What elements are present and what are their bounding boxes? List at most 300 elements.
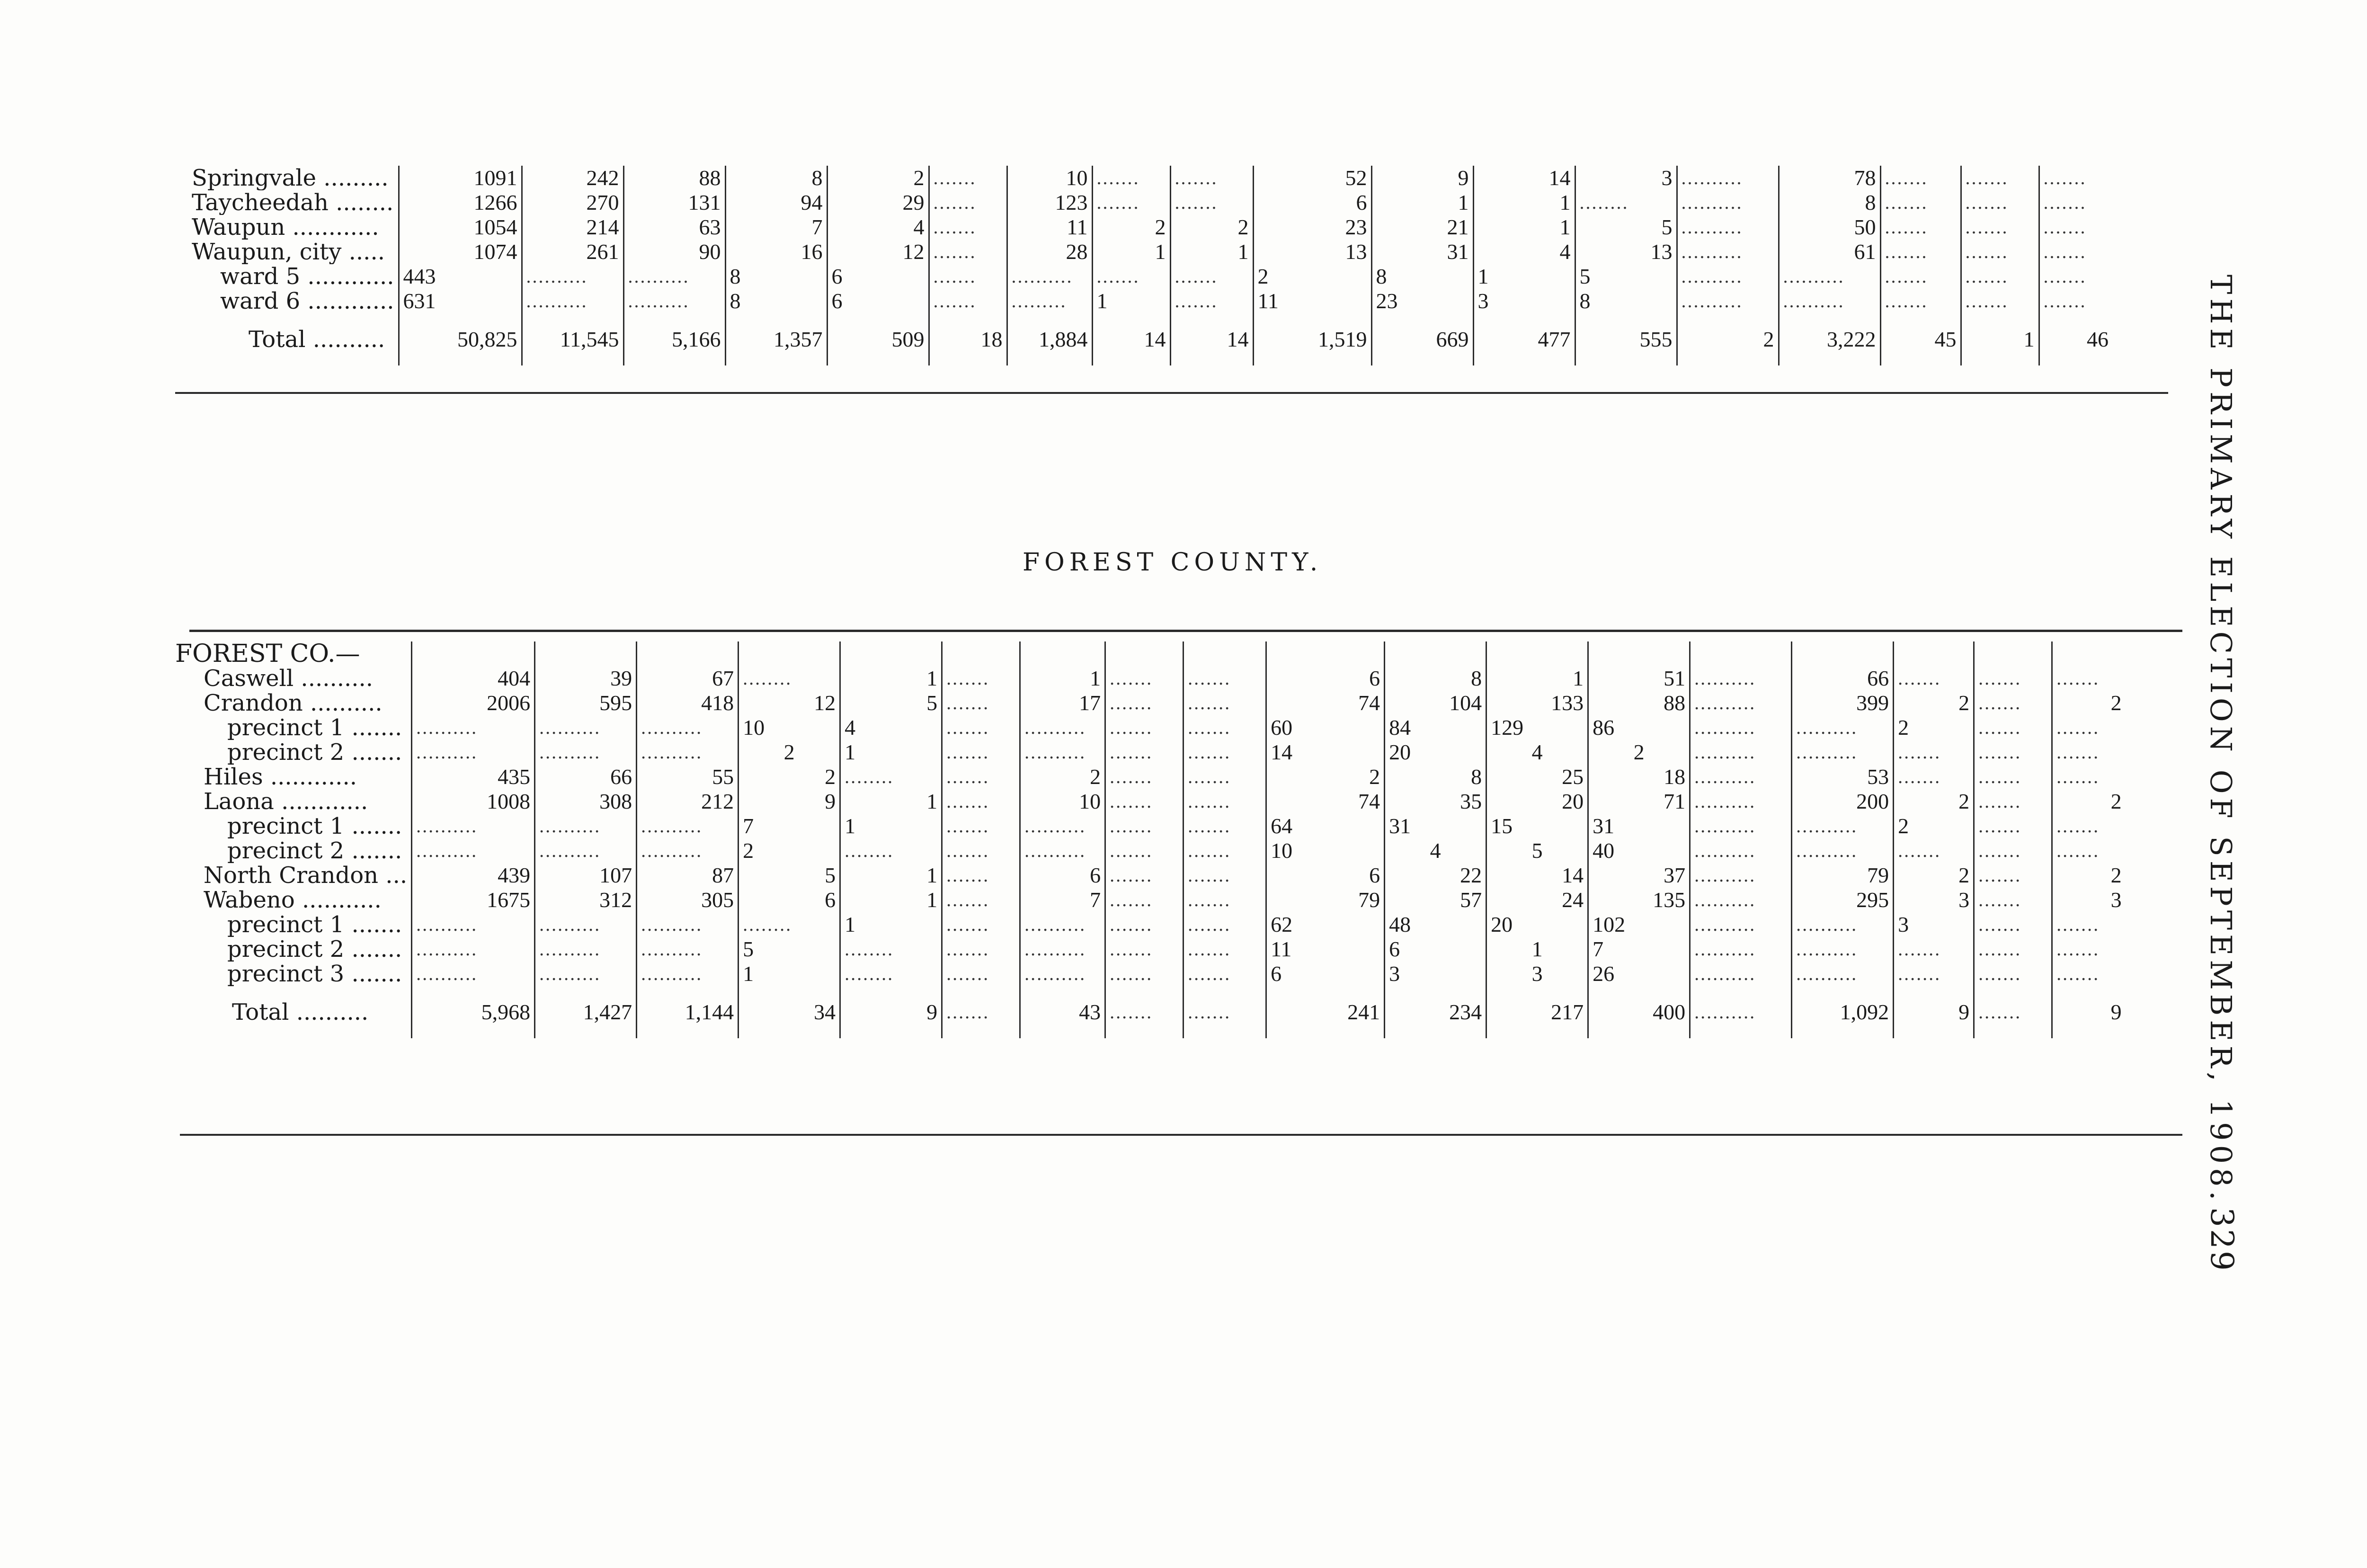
- leader-dots: .......: [929, 190, 1007, 215]
- leader-dots: ..........: [1690, 986, 1792, 1038]
- leader-dots: ..........: [1007, 264, 1092, 289]
- vote-count-cell: 595: [535, 691, 637, 715]
- vote-count-cell: 1008: [412, 789, 535, 814]
- leader-dots: ..........: [637, 962, 739, 986]
- vote-count-cell: 45: [1880, 313, 1961, 365]
- vote-count-cell: 34: [739, 986, 840, 1038]
- leader-dots: ..........: [623, 289, 725, 313]
- table-row: [192, 264, 2112, 289]
- vote-count-cell: 11: [1253, 289, 1371, 313]
- vote-count-cell: 1266: [399, 190, 522, 215]
- leader-dots: ..........: [522, 264, 623, 289]
- leader-dots: ..........: [1792, 715, 1894, 740]
- vote-count-cell: 16: [725, 240, 827, 264]
- vote-count-cell: 46: [2039, 313, 2112, 365]
- vote-count-cell: 1: [1371, 190, 1473, 215]
- vote-count-cell: 1074: [399, 240, 522, 264]
- row-label: Waupun, city .....: [192, 240, 385, 264]
- vote-count-cell: 94: [725, 190, 827, 215]
- vote-count-cell: 8: [725, 289, 827, 313]
- page-number: 329: [2204, 1207, 2240, 1273]
- vote-count-cell: 31: [1588, 814, 1690, 838]
- vote-count-cell: [1105, 641, 1184, 666]
- leader-dots: ..........: [1690, 888, 1792, 912]
- leader-dots: .......: [2039, 289, 2112, 313]
- row-label: precinct 1 .......: [227, 715, 402, 740]
- leader-dots: .......: [1894, 740, 1974, 765]
- row-label: Taycheedah ........: [192, 190, 394, 215]
- vote-count-cell: 79: [1792, 863, 1894, 888]
- leader-dots: ..........: [1792, 962, 1894, 986]
- vote-count-cell: 1,357: [725, 313, 827, 365]
- leader-dots: ..........: [412, 838, 535, 863]
- vote-count-cell: 214: [522, 215, 623, 240]
- vote-count-cell: 418: [637, 691, 739, 715]
- vote-count-cell: 477: [1473, 313, 1575, 365]
- leader-dots: .......: [1170, 264, 1253, 289]
- leader-dots: .......: [1184, 863, 1266, 888]
- vote-count-cell: 1: [1961, 313, 2039, 365]
- leader-dots: .......: [942, 789, 1020, 814]
- table-row: [175, 863, 2126, 888]
- vote-count-cell: 9: [1371, 166, 1473, 190]
- bottom-table-bottom-rule: [180, 1134, 2182, 1136]
- leader-dots: ..........: [1677, 166, 1779, 190]
- leader-dots: .......: [1184, 912, 1266, 937]
- vote-count-cell: 270: [522, 190, 623, 215]
- vote-count-cell: 1054: [399, 215, 522, 240]
- vote-count-cell: 64: [1266, 814, 1385, 838]
- leader-dots: ..........: [1690, 715, 1792, 740]
- vote-count-cell: 20: [1385, 740, 1486, 765]
- vote-count-cell: 1: [840, 863, 942, 888]
- leader-dots: ........: [840, 937, 942, 962]
- vote-count-cell: 21: [1371, 215, 1473, 240]
- vote-count-cell: 78: [1779, 166, 1880, 190]
- vote-count-cell: 84: [1385, 715, 1486, 740]
- vote-count-cell: 123: [1007, 190, 1092, 215]
- leader-dots: .........: [1007, 289, 1092, 313]
- leader-dots: .......: [1184, 765, 1266, 789]
- leader-dots: ..........: [1677, 215, 1779, 240]
- vote-count-cell: 7: [1020, 888, 1105, 912]
- leader-dots: ........: [840, 765, 942, 789]
- leader-dots: ..........: [1779, 264, 1880, 289]
- leader-dots: .......: [1894, 765, 1974, 789]
- vote-count-cell: 3: [1894, 888, 1974, 912]
- vote-count-cell: 2: [2052, 863, 2126, 888]
- leader-dots: .......: [1105, 715, 1184, 740]
- row-label: precinct 1 .......: [227, 912, 402, 937]
- leader-dots: .......: [1894, 962, 1974, 986]
- leader-dots: .......: [942, 937, 1020, 962]
- vote-count-cell: 9: [840, 986, 942, 1038]
- vote-count-cell: 20: [1486, 912, 1588, 937]
- leader-dots: .......: [942, 691, 1020, 715]
- vote-count-cell: 509: [827, 313, 929, 365]
- table-row: [175, 641, 2126, 666]
- leader-dots: ..........: [1792, 814, 1894, 838]
- leader-dots: .......: [1184, 986, 1266, 1038]
- leader-dots: .......: [1092, 190, 1170, 215]
- vote-count-cell: 2: [2052, 691, 2126, 715]
- vote-count-cell: 3: [1473, 289, 1575, 313]
- leader-dots: .......: [1880, 264, 1961, 289]
- vote-count-cell: 200: [1792, 789, 1894, 814]
- vote-count-cell: 11,545: [522, 313, 623, 365]
- vote-count-cell: 4: [1486, 740, 1588, 765]
- leader-dots: ..........: [1792, 838, 1894, 863]
- table-row: [175, 691, 2126, 715]
- vote-count-cell: 13: [1575, 240, 1677, 264]
- row-label: Caswell ..........: [204, 666, 374, 691]
- vote-count-cell: 37: [1588, 863, 1690, 888]
- leader-dots: .......: [1974, 838, 2052, 863]
- leader-dots: .......: [1880, 190, 1961, 215]
- vote-count-cell: 10: [1007, 166, 1092, 190]
- leader-dots: .......: [1184, 691, 1266, 715]
- table-row: [175, 814, 2126, 838]
- vote-count-cell: 10: [739, 715, 840, 740]
- vote-count-cell: [412, 641, 535, 666]
- vote-count-cell: 7: [739, 814, 840, 838]
- leader-dots: .......: [1961, 190, 2039, 215]
- vote-count-cell: 1: [1092, 289, 1170, 313]
- row-label: precinct 3 .......: [227, 962, 402, 986]
- leader-dots: .......: [2052, 814, 2126, 838]
- leader-dots: ..........: [1690, 838, 1792, 863]
- leader-dots: .......: [1974, 962, 2052, 986]
- vote-count-cell: 66: [535, 765, 637, 789]
- vote-count-cell: [840, 641, 942, 666]
- vote-count-cell: 6: [1020, 863, 1105, 888]
- vote-count-cell: 2: [1894, 863, 1974, 888]
- leader-dots: ..........: [412, 962, 535, 986]
- row-label: Hiles ............: [204, 765, 357, 789]
- leader-dots: .......: [1105, 666, 1184, 691]
- leader-dots: .......: [1184, 715, 1266, 740]
- table-row: [175, 765, 2126, 789]
- leader-dots: .......: [1974, 715, 2052, 740]
- leader-dots: .......: [1184, 838, 1266, 863]
- vote-count-cell: 2: [1894, 789, 1974, 814]
- row-label: Laona ............: [204, 789, 368, 814]
- vote-count-cell: 8: [1575, 289, 1677, 313]
- leader-dots: ..........: [1020, 937, 1105, 962]
- leader-dots: ..........: [1690, 863, 1792, 888]
- vote-count-cell: 24: [1486, 888, 1588, 912]
- vote-count-cell: 6: [1385, 937, 1486, 962]
- leader-dots: .......: [942, 888, 1020, 912]
- vote-count-cell: 2: [827, 166, 929, 190]
- leader-dots: .......: [1961, 289, 2039, 313]
- leader-dots: .......: [1880, 215, 1961, 240]
- leader-dots: ..........: [1020, 715, 1105, 740]
- vote-count-cell: 9: [1894, 986, 1974, 1038]
- leader-dots: .......: [1880, 166, 1961, 190]
- vote-count-cell: 61: [1779, 240, 1880, 264]
- leader-dots: .......: [1105, 740, 1184, 765]
- vote-count-cell: 2: [1266, 765, 1385, 789]
- table-row: [192, 166, 2112, 190]
- vote-count-cell: 18: [1588, 765, 1690, 789]
- leader-dots: .......: [1105, 789, 1184, 814]
- vote-count-cell: 5: [739, 937, 840, 962]
- vote-count-cell: 6: [1266, 666, 1385, 691]
- vote-count-cell: 35: [1385, 789, 1486, 814]
- leader-dots: .......: [1974, 863, 2052, 888]
- leader-dots: .......: [2039, 190, 2112, 215]
- leader-dots: .......: [1894, 937, 1974, 962]
- leader-dots: .......: [1105, 814, 1184, 838]
- vote-count-cell: 133: [1486, 691, 1588, 715]
- vote-count-cell: [1894, 641, 1974, 666]
- vote-count-cell: 6: [827, 264, 929, 289]
- vote-count-cell: 22: [1385, 863, 1486, 888]
- vote-count-cell: 241: [1266, 986, 1385, 1038]
- table-row: [175, 789, 2126, 814]
- leader-dots: .......: [1092, 166, 1170, 190]
- vote-count-cell: 2: [1894, 814, 1974, 838]
- row-label: precinct 2 .......: [227, 740, 402, 765]
- leader-dots: ..........: [1677, 240, 1779, 264]
- vote-count-cell: 3: [1486, 962, 1588, 986]
- vote-count-cell: 3: [1385, 962, 1486, 986]
- vote-count-cell: [1020, 641, 1105, 666]
- vote-count-cell: 88: [1588, 691, 1690, 715]
- vote-count-cell: 555: [1575, 313, 1677, 365]
- vote-count-cell: [637, 641, 739, 666]
- vote-count-cell: 1,144: [637, 986, 739, 1038]
- vote-count-cell: 60: [1266, 715, 1385, 740]
- leader-dots: .......: [1105, 888, 1184, 912]
- vote-count-cell: 43: [1020, 986, 1105, 1038]
- vote-count-cell: 400: [1588, 986, 1690, 1038]
- leader-dots: ........: [840, 838, 942, 863]
- vote-count-cell: 62: [1266, 912, 1385, 937]
- vote-count-cell: 55: [637, 765, 739, 789]
- leader-dots: ..........: [1690, 912, 1792, 937]
- vote-count-cell: 2: [1170, 215, 1253, 240]
- leader-dots: .......: [942, 740, 1020, 765]
- vote-count-cell: 74: [1266, 691, 1385, 715]
- leader-dots: ..........: [522, 289, 623, 313]
- vote-count-cell: [1792, 641, 1894, 666]
- vote-count-cell: 88: [623, 166, 725, 190]
- vote-count-cell: 404: [412, 666, 535, 691]
- vote-count-cell: 17: [1020, 691, 1105, 715]
- vote-count-cell: 2: [739, 838, 840, 863]
- leader-dots: .......: [1974, 789, 2052, 814]
- leader-dots: ..........: [1690, 789, 1792, 814]
- vote-count-cell: 439: [412, 863, 535, 888]
- vote-count-cell: 4: [1473, 240, 1575, 264]
- leader-dots: .......: [942, 912, 1020, 937]
- vote-count-cell: 74: [1266, 789, 1385, 814]
- leader-dots: .......: [1974, 691, 2052, 715]
- leader-dots: ..........: [412, 814, 535, 838]
- vote-count-cell: 1: [840, 666, 942, 691]
- vote-count-cell: 6: [1253, 190, 1371, 215]
- row-label: ward 5 ............: [220, 264, 394, 289]
- vote-count-cell: 53: [1792, 765, 1894, 789]
- leader-dots: ..........: [1020, 912, 1105, 937]
- leader-dots: .......: [2052, 912, 2126, 937]
- leader-dots: .......: [1961, 240, 2039, 264]
- vote-count-cell: 40: [1588, 838, 1690, 863]
- vote-count-cell: 295: [1792, 888, 1894, 912]
- leader-dots: .......: [1105, 863, 1184, 888]
- vote-count-cell: 31: [1385, 814, 1486, 838]
- vote-count-cell: 23: [1253, 215, 1371, 240]
- row-label: Crandon ..........: [204, 691, 383, 715]
- vote-count-cell: 242: [522, 166, 623, 190]
- vote-count-cell: 71: [1588, 789, 1690, 814]
- leader-dots: .......: [1105, 912, 1184, 937]
- leader-dots: ..........: [535, 814, 637, 838]
- vote-count-cell: 1: [840, 740, 942, 765]
- row-label: FOREST CO.—: [175, 641, 360, 666]
- vote-count-cell: 2: [1894, 691, 1974, 715]
- leader-dots: .......: [942, 814, 1020, 838]
- vote-count-cell: 1: [840, 789, 942, 814]
- vote-count-cell: 5,166: [623, 313, 725, 365]
- vote-count-cell: 12: [827, 240, 929, 264]
- vote-count-cell: 5: [739, 863, 840, 888]
- leader-dots: ..........: [1677, 264, 1779, 289]
- vote-count-cell: 1: [1092, 240, 1170, 264]
- leader-dots: .......: [2052, 838, 2126, 863]
- leader-dots: .......: [2039, 264, 2112, 289]
- leader-dots: .......: [1974, 937, 2052, 962]
- row-label: ward 6 ............: [220, 289, 394, 313]
- vote-count-cell: 443: [399, 264, 522, 289]
- vote-count-cell: 2: [1092, 215, 1170, 240]
- leader-dots: .......: [1974, 986, 2052, 1038]
- vote-count-cell: 8: [1779, 190, 1880, 215]
- vote-count-cell: 399: [1792, 691, 1894, 715]
- table-row: [192, 240, 2112, 264]
- leader-dots: .......: [942, 765, 1020, 789]
- vote-count-cell: 2: [1253, 264, 1371, 289]
- leader-dots: .......: [1974, 912, 2052, 937]
- row-label: Waupun ............: [192, 215, 379, 240]
- total-row: [175, 986, 2126, 1038]
- leader-dots: .......: [1880, 240, 1961, 264]
- vote-count-cell: 5: [1486, 838, 1588, 863]
- leader-dots: ..........: [1690, 937, 1792, 962]
- vote-count-cell: 102: [1588, 912, 1690, 937]
- leader-dots: ..........: [637, 740, 739, 765]
- leader-dots: .......: [2039, 166, 2112, 190]
- vote-count-cell: [2052, 641, 2126, 666]
- vote-count-cell: 14: [1473, 166, 1575, 190]
- leader-dots: ..........: [1792, 740, 1894, 765]
- running-head: THE PRIMARY ELECTION OF SEPTEMBER, 1908.: [2204, 275, 2238, 1205]
- leader-dots: ..........: [1690, 765, 1792, 789]
- vote-count-cell: 8: [1385, 666, 1486, 691]
- leader-dots: ..........: [535, 715, 637, 740]
- leader-dots: .......: [1961, 166, 2039, 190]
- leader-dots: ..........: [1690, 666, 1792, 691]
- vote-count-cell: 57: [1385, 888, 1486, 912]
- leader-dots: .......: [1894, 838, 1974, 863]
- table-row: [175, 888, 2126, 912]
- leader-dots: .......: [2052, 937, 2126, 962]
- leader-dots: ........: [1575, 190, 1677, 215]
- vote-count-cell: 18: [929, 313, 1007, 365]
- leader-dots: ..........: [637, 814, 739, 838]
- vote-count-cell: 51: [1588, 666, 1690, 691]
- leader-dots: ..........: [412, 715, 535, 740]
- vote-count-cell: 1: [1473, 264, 1575, 289]
- leader-dots: ........: [739, 666, 840, 691]
- vote-count-cell: 669: [1371, 313, 1473, 365]
- vote-count-cell: 2: [739, 740, 840, 765]
- row-label: precinct 1 .......: [227, 814, 402, 838]
- row-label: Total ..........: [249, 326, 385, 353]
- leader-dots: .......: [1105, 691, 1184, 715]
- row-label: precinct 2 .......: [227, 838, 402, 863]
- leader-dots: ..........: [1690, 740, 1792, 765]
- vote-count-cell: 23: [1371, 289, 1473, 313]
- leader-dots: .......: [1974, 765, 2052, 789]
- leader-dots: .......: [942, 986, 1020, 1038]
- vote-count-cell: 129: [1486, 715, 1588, 740]
- row-label: precinct 2 .......: [227, 937, 402, 962]
- vote-count-cell: 10: [1266, 838, 1385, 863]
- vote-count-cell: 79: [1266, 888, 1385, 912]
- leader-dots: ..........: [1690, 814, 1792, 838]
- row-label: Total ..........: [232, 999, 369, 1025]
- leader-dots: ..........: [1779, 289, 1880, 313]
- leader-dots: ..........: [535, 937, 637, 962]
- vote-count-cell: 2: [739, 765, 840, 789]
- vote-count-cell: 3: [1894, 912, 1974, 937]
- vote-count-cell: 2: [1894, 715, 1974, 740]
- leader-dots: .......: [1961, 264, 2039, 289]
- vote-count-cell: 1: [840, 888, 942, 912]
- vote-count-cell: 1,519: [1253, 313, 1371, 365]
- leader-dots: .......: [929, 215, 1007, 240]
- vote-count-cell: 3: [2052, 888, 2126, 912]
- vote-count-cell: 308: [535, 789, 637, 814]
- leader-dots: .......: [929, 240, 1007, 264]
- leader-dots: ..........: [412, 937, 535, 962]
- vote-count-cell: [1385, 641, 1486, 666]
- vote-count-cell: 261: [522, 240, 623, 264]
- vote-count-cell: 11: [1266, 937, 1385, 962]
- leader-dots: .......: [2039, 215, 2112, 240]
- vote-count-cell: 1: [1170, 240, 1253, 264]
- leader-dots: .......: [2052, 666, 2126, 691]
- leader-dots: .......: [2052, 740, 2126, 765]
- leader-dots: .......: [1961, 215, 2039, 240]
- leader-dots: .......: [2039, 240, 2112, 264]
- vote-count-cell: [1266, 641, 1385, 666]
- leader-dots: ..........: [1792, 937, 1894, 962]
- vote-count-cell: 11: [1007, 215, 1092, 240]
- leader-dots: .......: [2052, 962, 2126, 986]
- vote-count-cell: 66: [1792, 666, 1894, 691]
- leader-dots: .......: [1184, 937, 1266, 962]
- leader-dots: .......: [1105, 838, 1184, 863]
- vote-count-cell: 131: [623, 190, 725, 215]
- vote-count-cell: 10: [1020, 789, 1105, 814]
- vote-count-cell: 312: [535, 888, 637, 912]
- vote-count-cell: 3: [1575, 166, 1677, 190]
- vote-count-cell: 63: [623, 215, 725, 240]
